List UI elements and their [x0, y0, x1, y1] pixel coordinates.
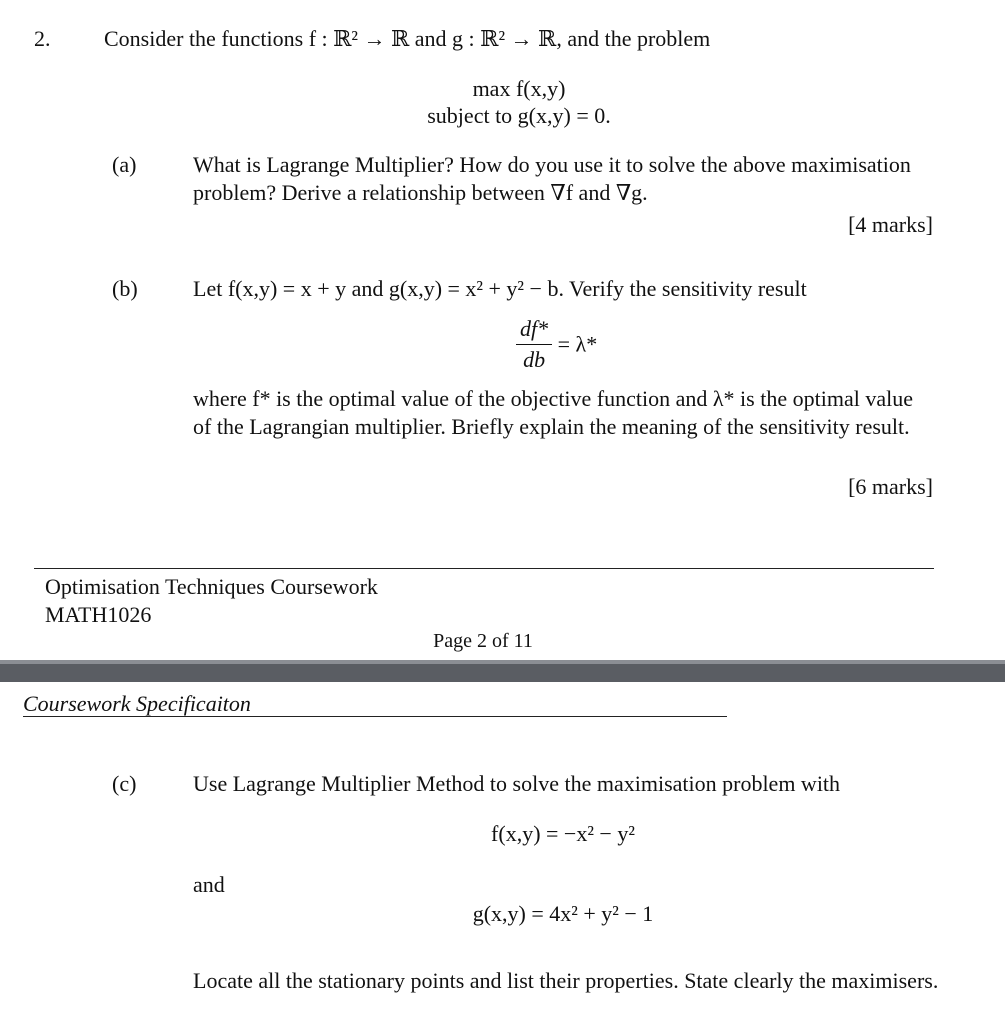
- part-b-label: (b): [112, 276, 138, 301]
- question-number: 2.: [34, 26, 51, 51]
- page-2-header: Coursework Specificaiton: [23, 691, 251, 716]
- part-a-label: (a): [112, 152, 137, 177]
- question-intro: Consider the functions f : ℝ² → ℝ and g : ℝ² → ℝ, and the problem: [104, 26, 711, 51]
- part-b-line-1: Let f(x,y) = x + y and g(x,y) = x² + y² − b. Verify the sensitivity result: [193, 276, 807, 301]
- sensitivity-fraction: [516, 316, 552, 373]
- problem-objective: max f(x,y): [472, 76, 566, 101]
- and-word: and: [193, 872, 225, 897]
- footer-course-code: MATH1026: [45, 602, 152, 627]
- equation-f: f(x,y) = −x² − y²: [491, 821, 635, 846]
- part-a-marks: [4 marks]: [848, 212, 933, 237]
- page-separator-highlight: [0, 660, 1005, 664]
- sensitivity-equation: [516, 316, 597, 373]
- part-b-line-2: where f* is the optimal value of the objective function and λ* is the optimal value: [193, 386, 913, 411]
- fraction-rhs: = λ*: [557, 331, 598, 357]
- footer-course-title: Optimisation Techniques Coursework: [45, 574, 378, 599]
- part-c-line-1: Use Lagrange Multiplier Method to solve the maximisation problem with: [193, 771, 841, 796]
- header-underline: [23, 716, 727, 717]
- problem-constraint: subject to g(x,y) = 0.: [427, 103, 611, 128]
- part-a-line-1: What is Lagrange Multiplier? How do you use it to solve the above maximisation: [193, 152, 911, 177]
- part-b-marks: [6 marks]: [848, 474, 933, 499]
- footer-divider: [34, 568, 934, 569]
- part-a-line-2: problem? Derive a relationship between ∇f and ∇g.: [193, 180, 648, 205]
- part-c-label: (c): [112, 771, 137, 796]
- equation-g: g(x,y) = 4x² + y² − 1: [472, 901, 654, 926]
- footer-page-number: Page 2 of 11: [433, 630, 533, 652]
- fraction-denominator: db: [523, 347, 546, 372]
- page-separator: [0, 660, 1005, 682]
- part-c-line-2: Locate all the stationary points and list their properties. State clearly the maximisers.: [193, 968, 939, 993]
- fraction-numerator: df*: [516, 316, 552, 345]
- part-b-line-3: of the Lagrangian multiplier. Briefly explain the meaning of the sensitivity result.: [193, 414, 910, 439]
